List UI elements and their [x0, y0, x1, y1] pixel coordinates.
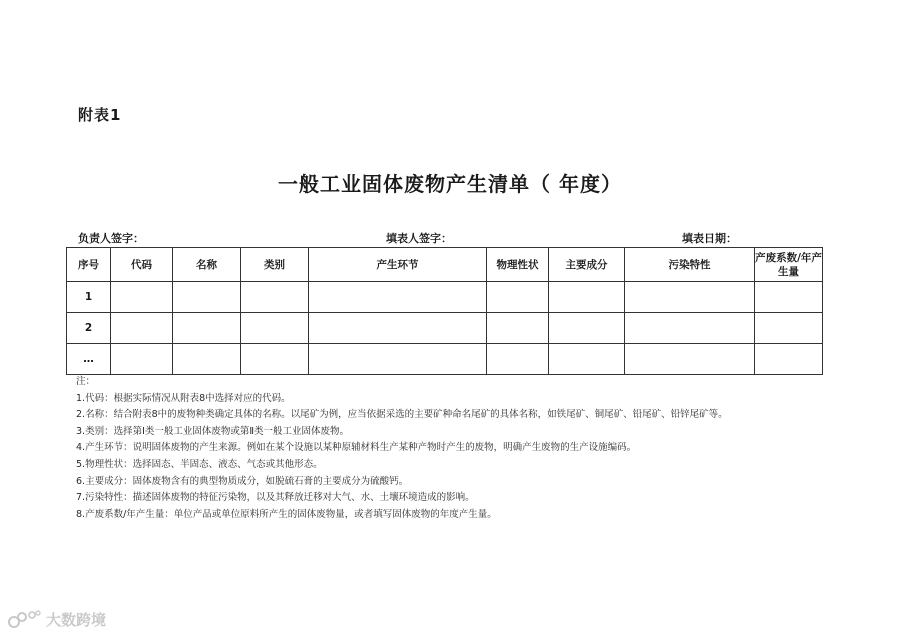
document-title: 一般工业固体废物产生清单（ 年度）	[278, 172, 622, 196]
row-serial-cell: 2	[67, 313, 111, 344]
header-serial-number: 序号	[67, 248, 111, 282]
filler-signature-label: 填表人签字：	[386, 232, 452, 245]
notes-section	[76, 374, 836, 523]
header-code: 代码	[111, 248, 173, 282]
table-row	[67, 313, 823, 344]
table-cell	[309, 344, 487, 375]
header-generation-coefficient: 产废系数/年产生量	[755, 248, 823, 282]
note-item: 3.类别：选择第Ⅰ类一般工业固体废物或第Ⅱ类一般工业固体废物。	[76, 425, 350, 437]
note-item: 5.物理性状：选择固态、半固态、液态、气态或其他形态。	[76, 458, 323, 470]
table-cell	[241, 282, 309, 313]
waste-inventory-table	[66, 247, 823, 375]
table-cell	[755, 282, 823, 313]
notes-heading: 注：	[76, 376, 96, 387]
table-cell	[241, 344, 309, 375]
table-cell	[111, 313, 173, 344]
header-name: 名称	[173, 248, 241, 282]
table-cell	[549, 282, 625, 313]
table-cell	[111, 344, 173, 375]
table-cell	[755, 344, 823, 375]
table-cell	[625, 313, 755, 344]
table-cell	[173, 344, 241, 375]
header-main-components: 主要成分	[549, 248, 625, 282]
table-row	[67, 344, 823, 375]
responsible-signature-label: 负责人签字：	[78, 232, 144, 245]
watermark	[8, 607, 106, 631]
row-serial-cell: …	[67, 344, 111, 375]
note-item: 4.产生环节：说明固体废物的产生来源。例如在某个设施以某种原辅材料生产某种产物时产生的废物，明确产生废物的生产设施编码。	[76, 442, 637, 454]
note-item: 8.产废系数/年产生量：单位产品或单位原料所产生的固体废物量，或者填写固体废物的年度产生量。	[76, 508, 497, 520]
note-item: 1.代码：根据实际情况从附表8中选择对应的代码。	[76, 392, 291, 404]
appendix-label: 附表1	[78, 106, 122, 124]
table-header-row	[67, 248, 823, 282]
note-item: 7.污染特性：描述固体废物的特征污染物，以及其释放迁移对大气、水、土壤环境造成的影响。	[76, 492, 475, 504]
brand-logo-icon	[8, 609, 42, 629]
fill-date-label: 填表日期：	[682, 232, 737, 245]
header-generation-stage: 产生环节	[309, 248, 487, 282]
row-serial-cell: 1	[67, 282, 111, 313]
table-cell	[173, 282, 241, 313]
table-cell	[111, 282, 173, 313]
header-category: 类别	[241, 248, 309, 282]
table-cell	[625, 344, 755, 375]
table-cell	[309, 282, 487, 313]
table-cell	[487, 344, 549, 375]
header-physical-state: 物理性状	[487, 248, 549, 282]
table-cell	[549, 313, 625, 344]
note-item: 2.名称：结合附表8中的废物种类确定具体的名称。以尾矿为例，应当依据采选的主要矿种命名尾矿的具体名称，如铁尾矿、铜尾矿、铅尾矿、铅锌尾矿等。	[76, 409, 728, 421]
signature-row	[78, 230, 820, 246]
table-row	[67, 282, 823, 313]
table-cell	[173, 313, 241, 344]
note-item: 6.主要成分：固体废物含有的典型物质成分，如脱硫石膏的主要成分为硫酸钙。	[76, 475, 409, 487]
table-cell	[241, 313, 309, 344]
header-pollution-characteristics: 污染特性	[625, 248, 755, 282]
watermark-text: 大数跨境	[46, 610, 107, 629]
table-cell	[549, 344, 625, 375]
table-cell	[309, 313, 487, 344]
table-cell	[755, 313, 823, 344]
table-cell	[487, 282, 549, 313]
table-cell	[487, 313, 549, 344]
table-cell	[625, 282, 755, 313]
